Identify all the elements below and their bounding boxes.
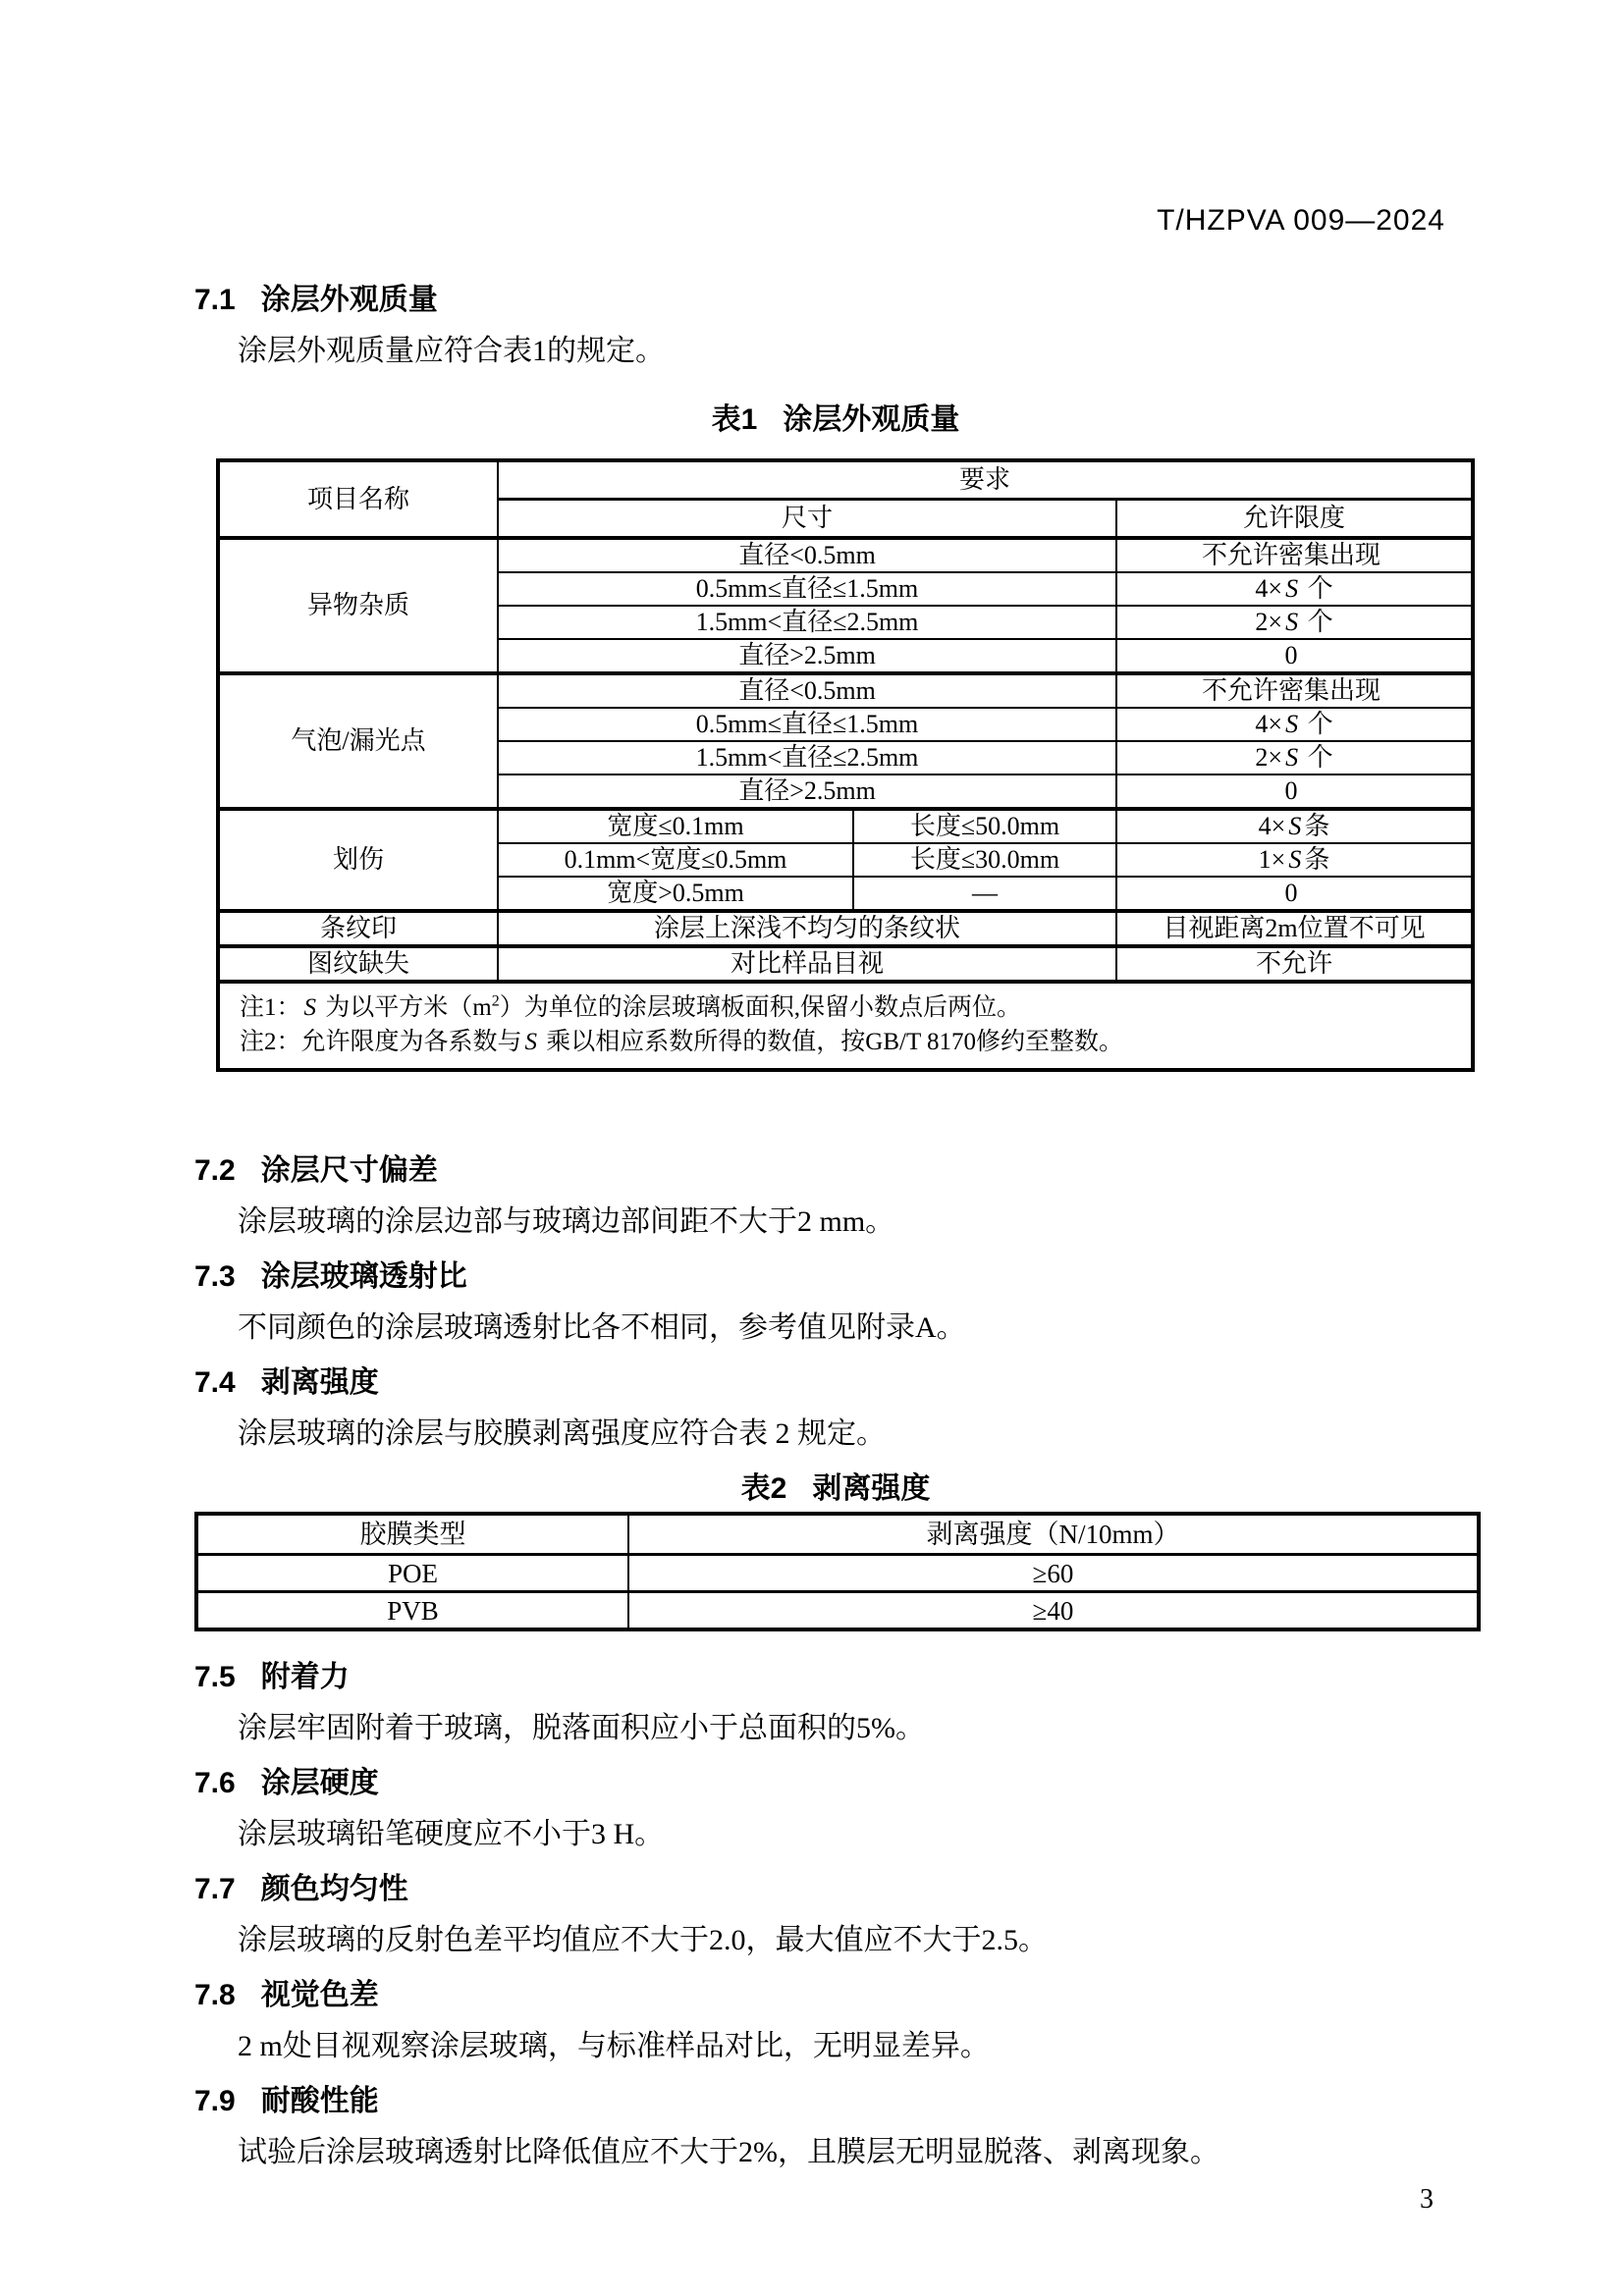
table2-header-row: [196, 1514, 1479, 1555]
doc-code: T/HZPVA 009—2024: [1157, 204, 1445, 237]
film-type-cell: PVB: [196, 1592, 628, 1630]
note-line-2: 注2：允许限度为各系数与 S 乘以相应系数所得的数值，按GB/T 8170修约至整数。: [240, 1029, 1124, 1055]
limit-cell: 2× S 个: [1116, 741, 1473, 774]
section-paragraph-7-3: 不同颜色的涂层玻璃透射比各不相同，参考值见附录A。: [238, 1311, 966, 1344]
table-row: [196, 1592, 1479, 1630]
section-title: 涂层尺寸偏差: [260, 1154, 438, 1187]
section-heading-7-6: [194, 1763, 1477, 1804]
col-header-peel-strength: 剥离强度（N/10mm）: [628, 1514, 1479, 1555]
section-paragraph-7-4: 涂层玻璃的涂层与胶膜剥离强度应符合表 2 规定。: [238, 1417, 886, 1450]
limit-cell: 0: [1116, 774, 1473, 809]
section-title: 涂层硬度: [260, 1767, 379, 1799]
section-title: 涂层外观质量: [260, 284, 438, 316]
section-paragraph-7-8: 2 m处目视观察涂层玻璃，与标准样品对比，无明显差异。: [238, 2030, 990, 2062]
section-title: 剥离强度: [260, 1366, 379, 1399]
film-type-cell: POE: [196, 1555, 628, 1592]
table-row: [218, 946, 1473, 982]
table1: [216, 458, 1475, 1072]
table1-caption-title: 涂层外观质量: [783, 403, 960, 436]
size-cell: 直径<0.5mm: [498, 673, 1116, 708]
section-paragraph-7-1: 涂层外观质量应符合表1的规定。: [238, 335, 665, 367]
table-row: [218, 911, 1473, 946]
size-cell: 直径>2.5mm: [498, 774, 1116, 809]
table1-caption-label: 表1: [711, 403, 758, 436]
section-title: 颜色均匀性: [260, 1873, 408, 1905]
section-heading-7-7: [194, 1869, 1477, 1910]
size-cell: 0.5mm≤直径≤1.5mm: [498, 572, 1116, 606]
section-number: 7.2: [194, 1154, 236, 1187]
section-paragraph-7-2: 涂层玻璃的涂层边部与玻璃边部间距不大于2 mm。: [238, 1205, 895, 1238]
size-cell: 涂层上深浅不均匀的条纹状: [498, 911, 1116, 946]
size-cell: 1.5mm<直径≤2.5mm: [498, 606, 1116, 639]
row-group-label-stripe: 条纹印: [218, 911, 498, 946]
section-heading-7-8: [194, 1975, 1477, 2016]
size-width-cell: 0.1mm<宽度≤0.5mm: [498, 843, 853, 877]
table2: [194, 1512, 1481, 1631]
section-title: 附着力: [260, 1661, 350, 1693]
col-header-size: 尺寸: [498, 500, 1116, 539]
section-heading-7-2: [194, 1150, 1477, 1192]
table-row: [218, 673, 1473, 708]
row-group-label-foreign: 异物杂质: [218, 538, 498, 673]
table-row: [196, 1555, 1479, 1592]
table1-caption: [194, 400, 1477, 441]
limit-cell: 不允许密集出现: [1116, 538, 1473, 572]
limit-cell: 目视距离2m位置不可见: [1116, 911, 1473, 946]
limit-cell: 1× S 条: [1116, 843, 1473, 877]
section-title: 涂层玻璃透射比: [260, 1260, 467, 1293]
section-number: 7.5: [194, 1661, 236, 1693]
table-row: [218, 809, 1473, 843]
limit-cell: 4× S 个: [1116, 572, 1473, 606]
size-cell: 对比样品目视: [498, 946, 1116, 982]
section-title: 视觉色差: [260, 1979, 379, 2011]
row-group-label-pattern: 图纹缺失: [218, 946, 498, 982]
size-cell: 直径>2.5mm: [498, 639, 1116, 673]
table2-caption-label: 表2: [740, 1472, 787, 1505]
table-row: [218, 538, 1473, 572]
section-paragraph-7-5: 涂层牢固附着于玻璃，脱落面积应小于总面积的5%。: [238, 1712, 925, 1744]
peel-strength-cell: ≥60: [628, 1555, 1479, 1592]
section-heading-7-4: [194, 1362, 1477, 1404]
table1-notes: [218, 982, 1473, 1070]
peel-strength-cell: ≥40: [628, 1592, 1479, 1630]
section-paragraph-7-6: 涂层玻璃铅笔硬度应不小于3 H。: [238, 1818, 665, 1850]
size-length-cell: 长度≤50.0mm: [853, 809, 1116, 843]
section-number: 7.7: [194, 1873, 236, 1905]
table2-caption-title: 剥离强度: [812, 1472, 931, 1505]
size-cell: 直径<0.5mm: [498, 538, 1116, 572]
size-length-cell: 长度≤30.0mm: [853, 843, 1116, 877]
table1-notes-row: [218, 982, 1473, 1070]
section-heading-7-5: [194, 1657, 1477, 1698]
table2-caption: [194, 1468, 1477, 1510]
section-title: 耐酸性能: [260, 2085, 379, 2117]
limit-cell: 4× S 条: [1116, 809, 1473, 843]
section-number: 7.8: [194, 1979, 236, 2011]
section-heading-7-3: [194, 1256, 1477, 1298]
page-number: 3: [1420, 2184, 1434, 2215]
limit-cell: 0: [1116, 877, 1473, 911]
section-number: 7.4: [194, 1366, 236, 1399]
row-group-label-bubble: 气泡/漏光点: [218, 673, 498, 809]
col-header-film-type: 胶膜类型: [196, 1514, 628, 1555]
section-paragraph-7-9: 试验后涂层玻璃透射比降低值应不大于2%，且膜层无明显脱落、剥离现象。: [238, 2136, 1219, 2168]
limit-cell: 不允许: [1116, 946, 1473, 982]
size-width-cell: 宽度>0.5mm: [498, 877, 853, 911]
col-header-item: 项目名称: [218, 460, 498, 538]
section-heading-7-9: [194, 2081, 1477, 2122]
section-number: 7.3: [194, 1260, 236, 1293]
note-line-1: 注1： S 为以平方米$(m^2)$为单位的涂层玻璃板面积,保留小数点后两位。: [240, 992, 1021, 1021]
size-cell: 1.5mm<直径≤2.5mm: [498, 741, 1116, 774]
section-number: 7.1: [194, 284, 236, 316]
limit-cell: 0: [1116, 639, 1473, 673]
row-group-label-scratch: 划伤: [218, 809, 498, 911]
table1-header-row-1: [218, 460, 1473, 500]
size-length-cell: —: [853, 877, 1116, 911]
limit-cell: 不允许密集出现: [1116, 673, 1473, 708]
col-header-requirement: 要求: [498, 460, 1473, 500]
size-width-cell: 宽度≤0.1mm: [498, 809, 853, 843]
limit-cell: 4× S 个: [1116, 708, 1473, 741]
section-paragraph-7-7: 涂层玻璃的反射色差平均值应不大于2.0，最大值应不大于2.5。: [238, 1924, 1048, 1956]
col-header-limit: 允许限度: [1116, 500, 1473, 539]
section-number: 7.9: [194, 2085, 236, 2117]
limit-cell: 2× S 个: [1116, 606, 1473, 639]
section-number: 7.6: [194, 1767, 236, 1799]
section-heading-7-1: [194, 280, 1477, 321]
size-cell: 0.5mm≤直径≤1.5mm: [498, 708, 1116, 741]
